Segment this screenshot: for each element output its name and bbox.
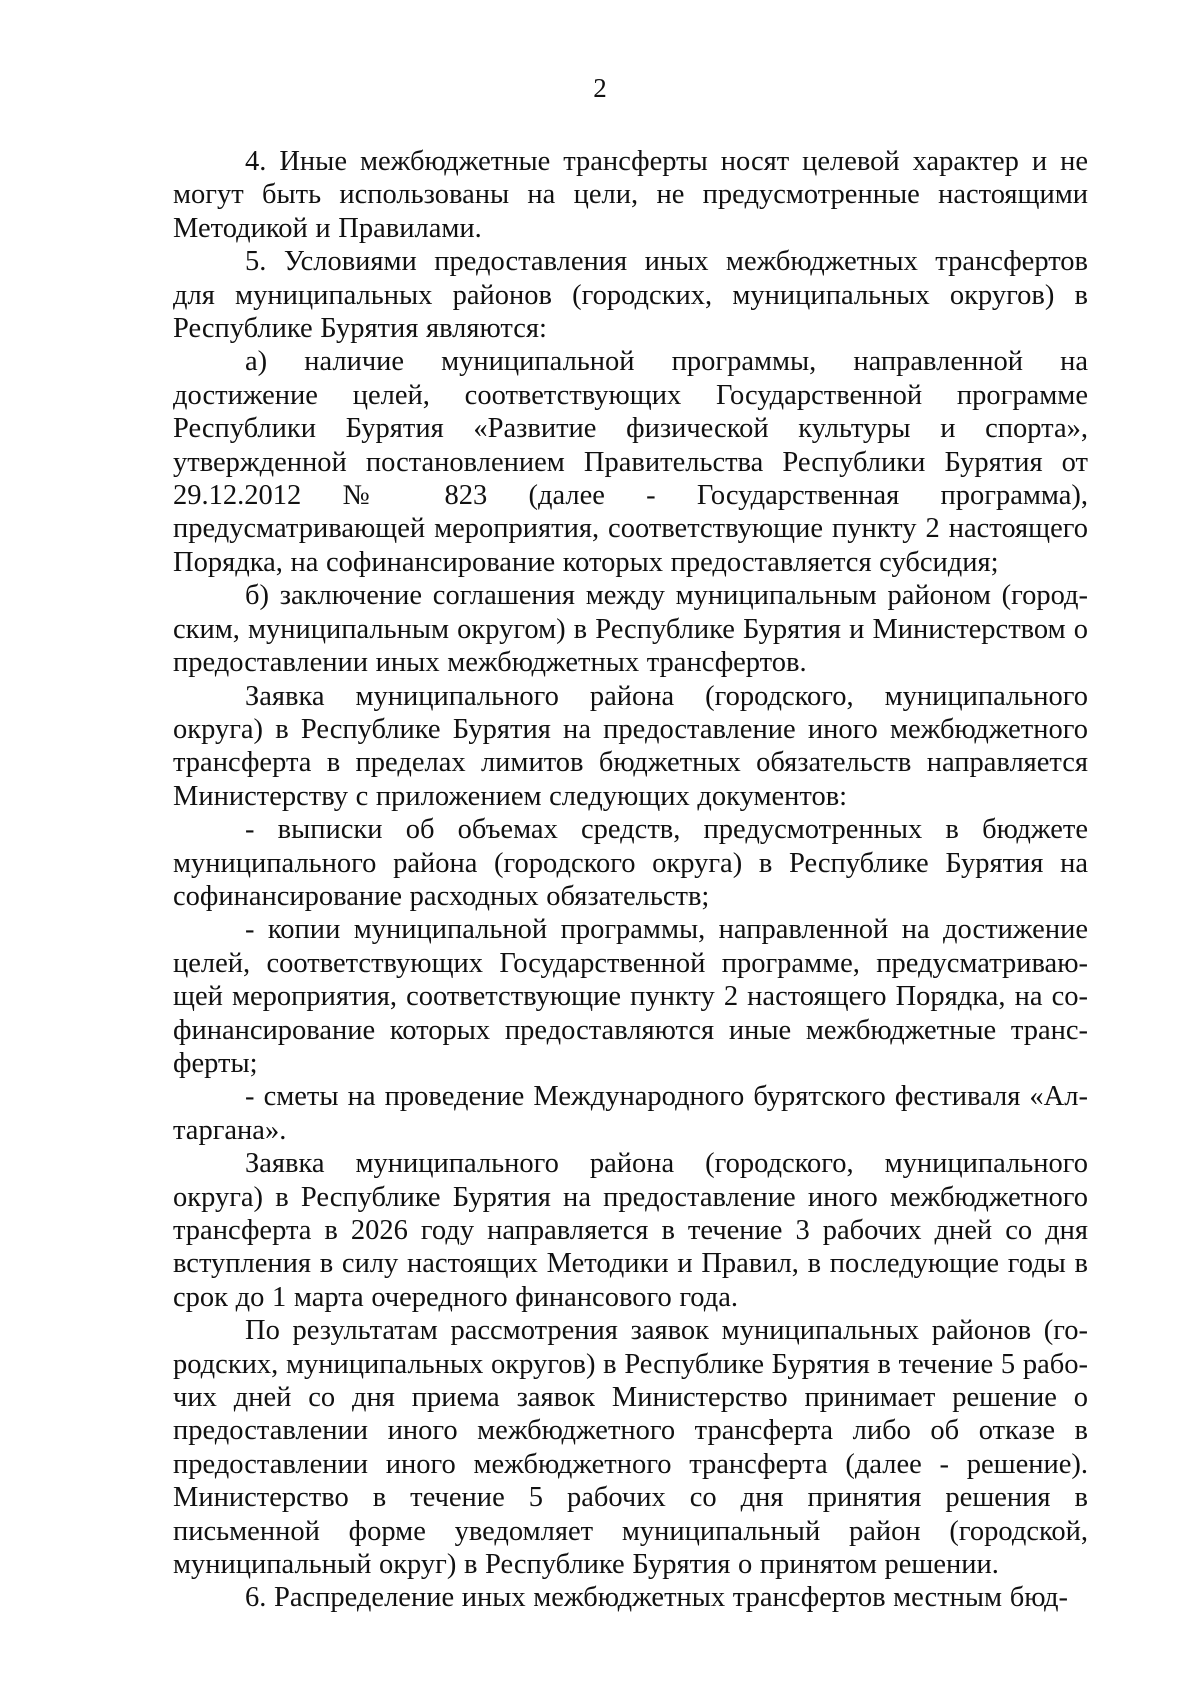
list-item-budget-extract: - выписки об объемах средств, предусмотренных в бюджете муниципального района (городского округа) в Республике Бурятия на софинансирование расходных обязательств; <box>173 814 1088 912</box>
paragraph-application-deadline: Заявка муниципального района (городского, муниципального округа) в Республике Бурятия на предоставление иного межбюджетного трансферта в 2026 году направляется в течение 3 рабочих дней со дня вступления в силу настоящих Методики и Правил, в последующие годы в срок до 1 марта очередного финансового года. <box>173 1148 1088 1313</box>
paragraph-5: 5. Условиями предоставления иных межбюджетных трансфертов для муниципальных районов (городских, муниципальных округов) в Республике Бурятия являются: <box>173 246 1088 345</box>
document-body <box>173 145 1088 1615</box>
list-item-program-copy: - копии муниципальной программы, направленной на достижение целей, соответствующих Государственной программе, предусматривающей мероприятия, соответствующие пункту 2 настоящего Порядка, на софинансирование которых предоставляются иные межбюджетные трансферты; <box>173 914 1088 1079</box>
paragraph-application-documents: Заявка муниципального района (городского, муниципального округа) в Республике Бурятия на предоставление иного межбюджетного трансферта в пределах лимитов бюджетных обязательств направляется Министерству с приложением следующих документов: <box>173 680 1088 812</box>
paragraph-5b: б) заключение соглашения между муниципальным районом (городским, муниципальным округом) в Республике Бурятия и Министерством о предоставлении иных межбюджетных трансфертов. <box>173 580 1088 679</box>
list-item-festival-estimate: - сметы на проведение Международного бурятского фестиваля «Алтаргана». <box>173 1081 1088 1146</box>
page-number: 2 <box>593 73 607 103</box>
paragraph-5a: а) наличие муниципальной программы, направленной на достижение целей, соответствующих Государственной программе Республики Бурятия «Развитие физической культуры и спорта», утвержденной постановлением Правительства Республики Бурятия от 29.12.2012 № 823 (далее - Государственная программа), предусматривающей мероприятия, соответствующие пункту 2 настоящего Порядка, на софинансирование которых предоставляется субсидия; <box>173 346 1088 578</box>
paragraph-review-decision: По результатам рассмотрения заявок муниципальных районов (городских, муниципальных округов) в Республике Бурятия в течение 5 рабочих дней со дня приема заявок Министерство принимает решение о предоставлении иного межбюджетного трансферта либо об отказе в предоставлении иного межбюджетного трансферта (далее - решение). Министерство в течение 5 рабочих со дня принятия решения в письменной форме уведомляет муниципальный район (городской, муниципальный округ) в Республике Бурятия о принятом решении. <box>173 1315 1088 1581</box>
paragraph-6: 6. Распределение иных межбюджетных трансфертов местным бюд- <box>245 1582 1069 1614</box>
paragraph-4: 4. Иные межбюджетные трансферты носят целевой характер и не могут быть использованы на цели, не предусмотренные настоящими Методикой и Правилами. <box>173 146 1088 244</box>
